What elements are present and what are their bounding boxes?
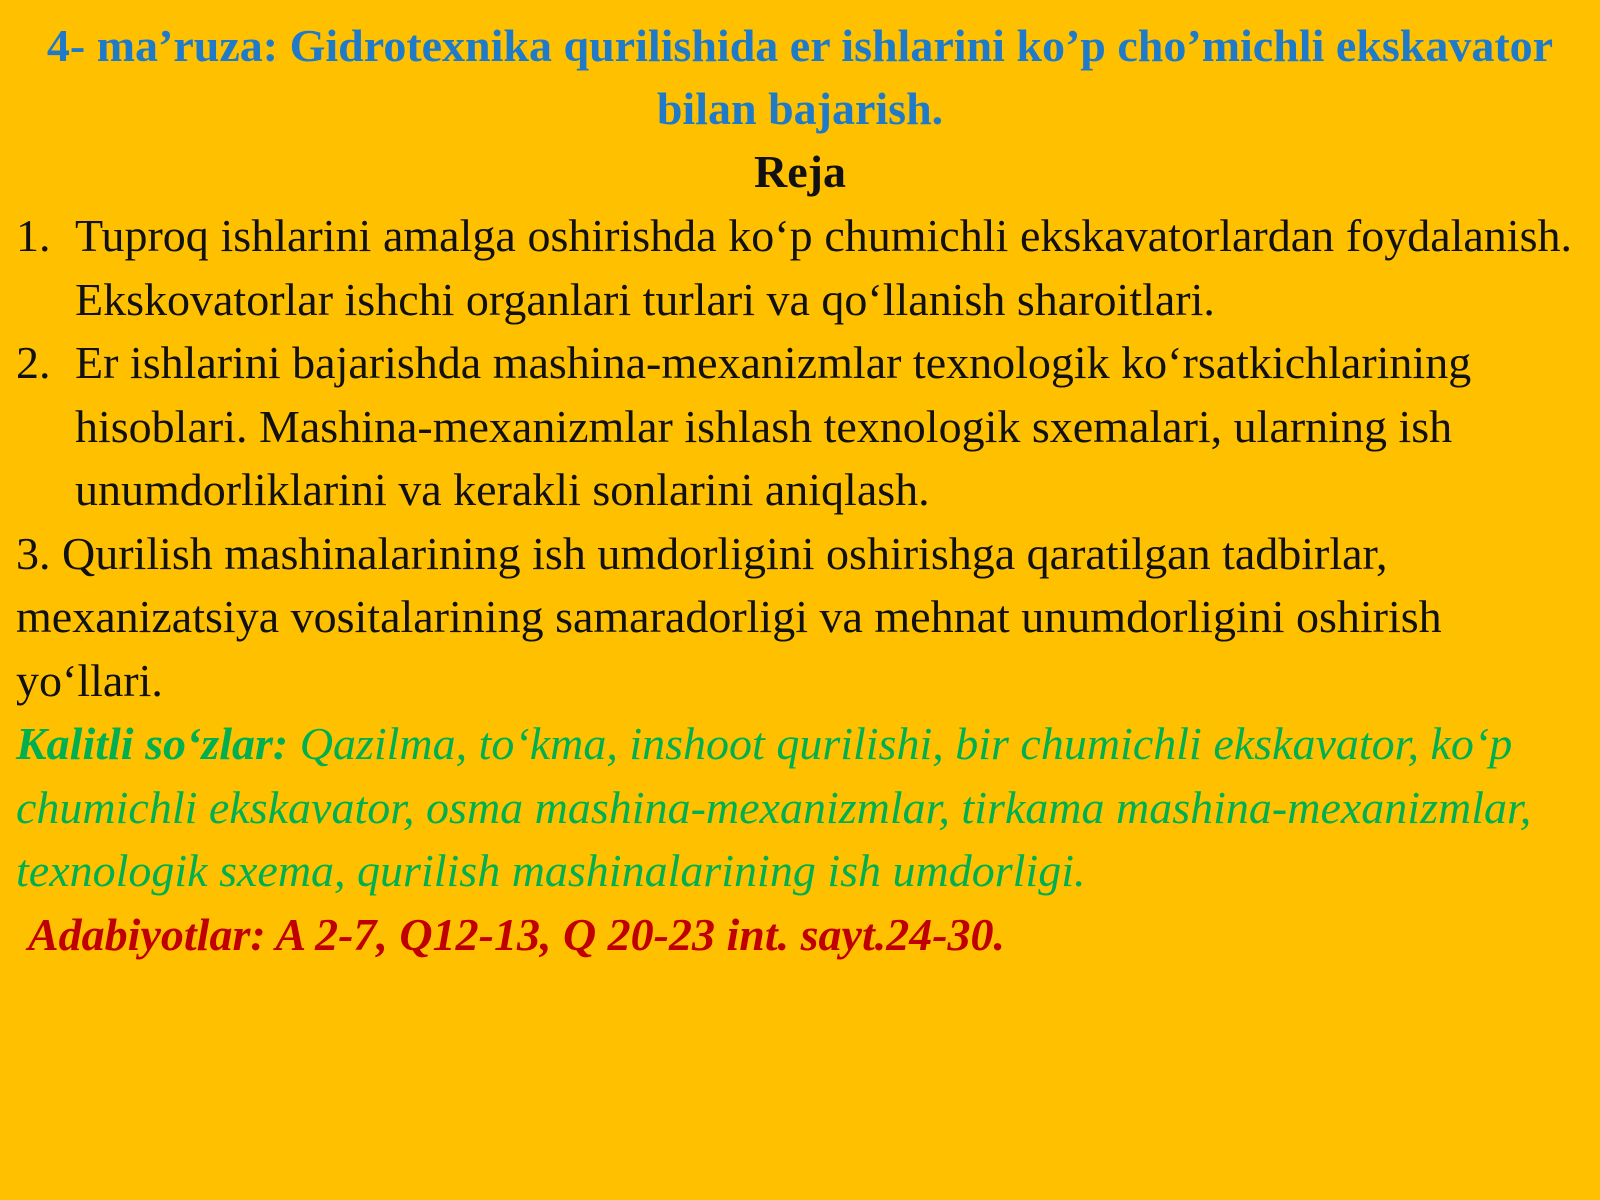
keywords-paragraph [16,712,1572,903]
plan-item-number: 1. [16,210,51,261]
plan-heading: Reja [754,146,846,197]
plan-item-3: 3. Qurilish mashinalarining ish umdorligini oshirishga qaratilgan tadbirlar, mexanizatsiya vositalarining samaradorligi va mehnat unumdorligini oshirish yo‘llari. [16,527,1442,706]
plan-item [16,204,1572,331]
references: Adabiyotlar: A 2-7, Q12-13, Q 20-23 int. sayt.24-30. [28,908,1006,960]
lecture-title: 4- ma’ruza: Gidrotexnika qurilishida er ishlarini ko’p cho’michli ekskavator bilan bajarish. [46,20,1554,134]
plan-item-text: Er ishlarini bajarishda mashina-mexanizmlar texnologik ko‘rsatkichlarining hisoblari. Mashina-mexanizmlar ishlash texnologik sxemalari, ularning ish unumdorliklarini va kerakli sonlarini aniqlash. [75,337,1472,515]
keywords-text: Qazilma, to‘kma, inshoot qurilishi, bir chumichli ekskavator, ko‘p chumichli ekskavator, osma mashina-mexanizmlar, tirkama mashina-mexanizmlar, texnologik sxema, qurilish mashinalarining ish umdorligi. [16,718,1532,896]
plan-item-text: Tuproq ishlarini amalga oshirishda ko‘p chumichli ekskavatorlardan foydalanish. Ekskovatorlar ishchi organlari turlari va qo‘llanish sharoitlari. [75,210,1572,325]
plan-item [16,331,1572,522]
keywords-label: Kalitli so‘zlar: [16,718,289,769]
plan-list [16,204,1572,522]
plan-item-number: 2. [16,337,51,388]
